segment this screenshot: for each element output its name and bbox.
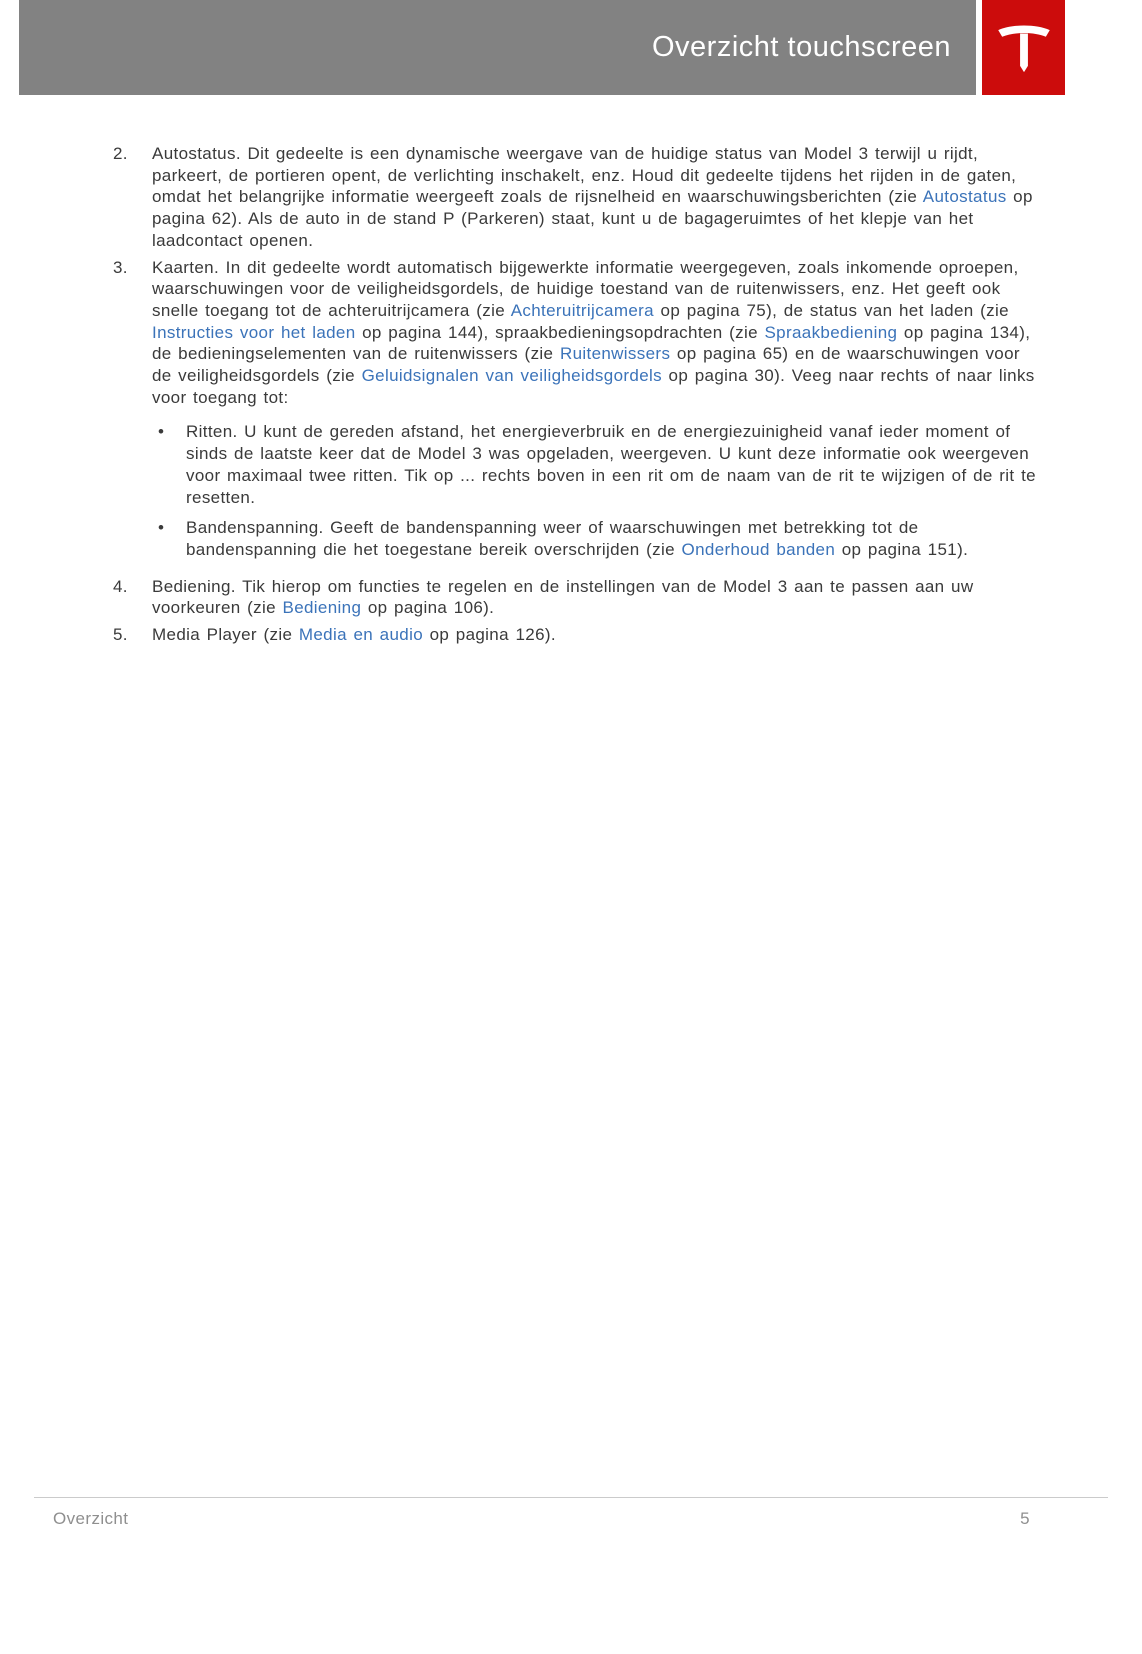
- tesla-logo-icon: [996, 16, 1052, 80]
- list-item-media-player: [113, 624, 1039, 646]
- footer: [34, 1497, 1108, 1529]
- list-item-number: 2.: [113, 144, 128, 163]
- text-run: op pagina 75), de status van het laden (zie: [653, 300, 1009, 320]
- link-achteruitrijcamera[interactable]: Achteruitrijcamera: [510, 300, 654, 320]
- text-run: Media Player (zie: [152, 625, 299, 645]
- link-geluidsignalen-van-veiligheidsgordels[interactable]: Geluidsignalen van veiligheidsgordels: [361, 366, 662, 386]
- footer-page-number: 5: [1020, 1509, 1030, 1528]
- list-item-bediening: [113, 576, 1039, 619]
- document-body: [113, 143, 1039, 651]
- text-run: op pagina 151).: [835, 539, 969, 559]
- bullet-item-bandenspanning: [152, 517, 1039, 560]
- text-run: op pagina 134), de bedieningselementen van de ruitenwissers (zie: [152, 322, 1031, 364]
- text-run: Autostatus. Dit gedeelte is een dynamische weergave van de huidige status van Model 3 terwijl u rijdt, parkeert, de portieren opent, de verlichting inschakelt, enz. Houd dit gedeelte tijdens het rijden in de gaten, omdat het belangrijke informatie weergeeft zoals de rijsnelheid en waarschuwingsberichten (zie: [152, 144, 1017, 207]
- list-item-number: 4.: [113, 576, 128, 596]
- footer-section-label: Overzicht: [53, 1509, 129, 1528]
- text-run: op pagina 30). Veeg naar rechts of naar links voor toegang tot:: [152, 366, 1035, 407]
- text-run: op pagina 62). Als de auto in de stand P (Parkeren) staat, kunt u de bagageruimtes of het klepje van het laadcontact openen.: [152, 187, 1033, 250]
- link-onderhoud-banden[interactable]: Onderhoud banden: [681, 539, 836, 559]
- link-media-en-audio[interactable]: Media en audio: [298, 625, 424, 645]
- link-bediening[interactable]: Bediening: [282, 598, 362, 618]
- list-item-text: [152, 576, 1039, 619]
- link-spraakbediening[interactable]: Spraakbediening: [764, 322, 898, 342]
- text-run: op pagina 144), spraakbedieningsopdrachten (zie: [355, 322, 765, 342]
- bullet-item-ritten: [152, 421, 1039, 508]
- list-item-text: [152, 624, 1039, 646]
- list-item-autostatus: [113, 143, 1039, 252]
- bullet-item-text: [186, 517, 1039, 560]
- list-item-number: 5.: [113, 625, 128, 645]
- bullet-icon: •: [158, 518, 165, 538]
- list-item-kaarten: [113, 257, 1039, 571]
- text-run: Bediening. Tik hierop om functies te regelen en de instellingen van de Model 3 aan te passen aan uw voorkeuren (zie: [152, 576, 974, 618]
- page-header-title: Overzicht touchscreen: [651, 31, 951, 63]
- list-item-text: [152, 143, 1039, 252]
- list-item-text: [152, 257, 1039, 409]
- text-run: op pagina 106).: [361, 598, 495, 618]
- text-run: op pagina 126).: [423, 625, 556, 645]
- text-run: op pagina 65) en de waarschuwingen voor de veiligheidsgordels (zie: [152, 344, 1020, 386]
- text-run: Kaarten. In dit gedeelte wordt automatisch bijgewerkte informatie weergegeven, zoals inkomende oproepen, waarschuwingen voor de veiligheidsgordels, de huidige toestand van de ruitenwissers, enz. Het geeft ook snelle toegang tot de achteruitrijcamera (zie: [152, 257, 1019, 320]
- text-run: Bandenspanning. Geeft de bandenspanning weer of waarschuwingen met betrekking tot de bandenspanning die het toegestane bereik overschrijden (zie: [186, 518, 919, 559]
- link-autostatus[interactable]: Autostatus: [922, 187, 1007, 207]
- text-run: Ritten. U kunt de gereden afstand, het energieverbruik en de energiezuinigheid vanaf ieder moment of sinds de laatste keer dat de Model 3 was opgeladen, weergeven. U kunt deze informatie ook weergeven voor maximaal twee ritten. Tik op ... rechts boven in een rit om de naam van de rit te wijzigen of de rit te resetten.: [186, 422, 1036, 507]
- link-ruitenwissers[interactable]: Ruitenwissers: [559, 344, 671, 364]
- bullet-icon: •: [158, 422, 165, 442]
- list-item-number: 3.: [113, 257, 128, 277]
- header-bar: [19, 0, 976, 95]
- bullet-item-text: [186, 421, 1039, 508]
- link-instructies-voor-het-laden[interactable]: Instructies voor het laden: [152, 322, 356, 342]
- tesla-logo-box: [982, 0, 1065, 95]
- bullet-list: [152, 421, 1039, 560]
